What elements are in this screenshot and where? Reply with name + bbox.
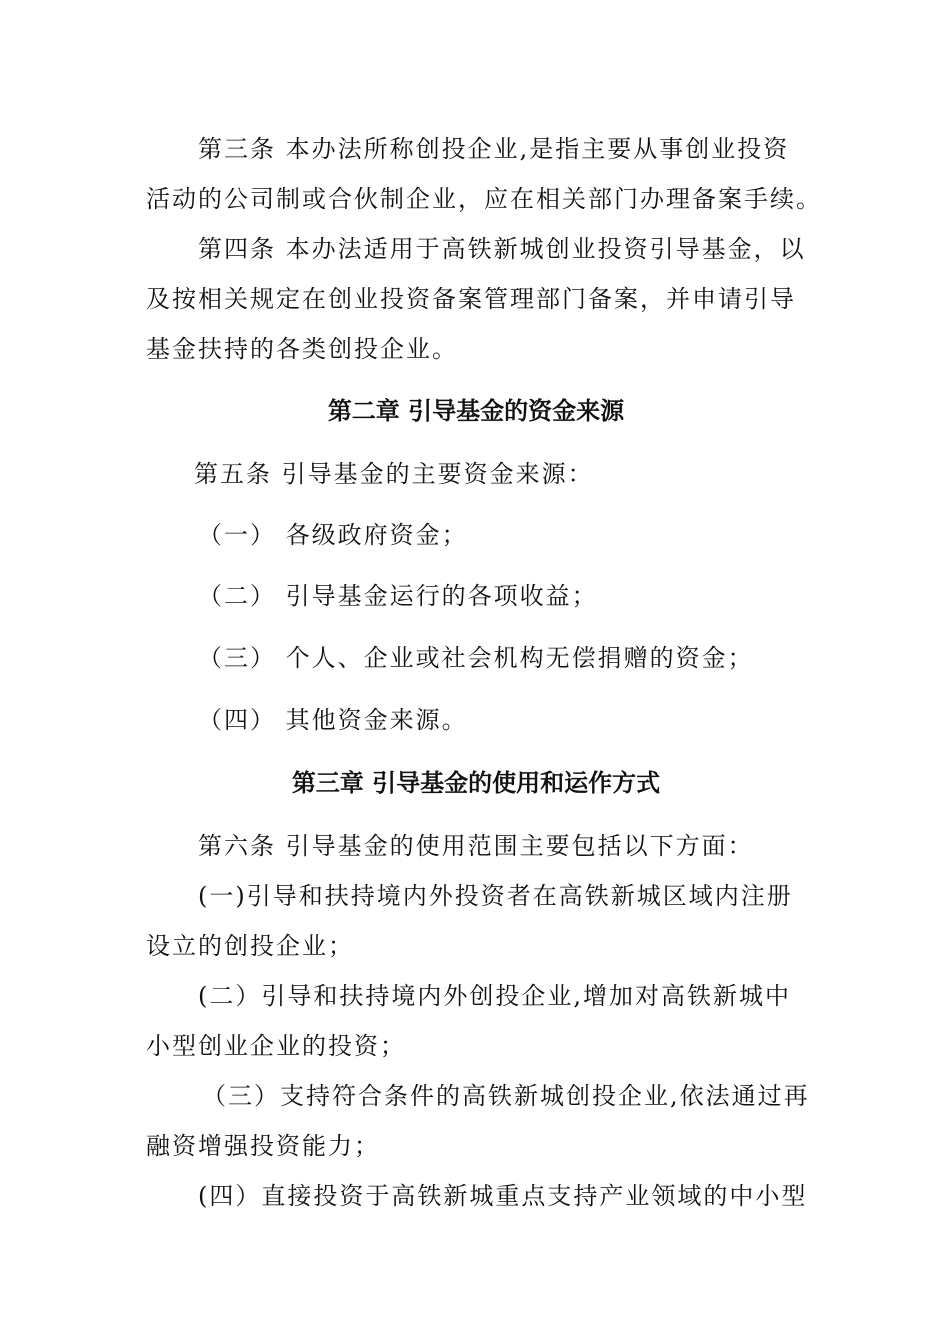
usage-item-1-line-2: 设立的创投企业；	[146, 932, 354, 960]
usage-item-3-line-1: （三）支持符合条件的高铁新城创投企业,依法通过再	[202, 1082, 810, 1110]
usage-item-2-line-1: (二）引导和扶持境内外创投企业,增加对高铁新城中	[198, 982, 791, 1010]
usage-item-2-line-2: 小型创业企业的投资；	[146, 1032, 406, 1060]
article-4-line-2: 及按相关规定在创业投资备案管理部门备案，并申请引导	[146, 285, 796, 313]
article-3-line-1: 第三条 本办法所称创投企业,是指主要从事创业投资	[198, 135, 790, 163]
article-6-line: 第六条 引导基金的使用范围主要包括以下方面：	[198, 832, 754, 860]
chapter-2-heading: 第二章 引导基金的资金来源	[327, 397, 625, 425]
article-4-line-1: 第四条 本办法适用于高铁新城创业投资引导基金，以	[198, 235, 806, 263]
usage-item-4-line-1: (四）直接投资于高铁新城重点支持产业领域的中小型	[198, 1182, 808, 1210]
article-5-line: 第五条 引导基金的主要资金来源：	[194, 460, 594, 488]
usage-item-1-line-1: (一)引导和扶持境内外投资者在高铁新城区域内注册	[198, 882, 793, 910]
article-4-line-3: 基金扶持的各类创投企业。	[146, 335, 458, 363]
list-item-4: （四） 其他资金来源。	[198, 706, 468, 734]
chapter-3-heading: 第三章 引导基金的使用和运作方式	[291, 769, 661, 797]
usage-item-3-line-2: 融资增强投资能力；	[146, 1132, 380, 1160]
list-item-2: （二） 引导基金运行的各项收益；	[198, 582, 598, 610]
list-item-1: （一） 各级政府资金；	[198, 521, 468, 549]
list-item-3: （三） 个人、企业或社会机构无偿捐赠的资金；	[198, 644, 754, 672]
article-3-line-2: 活动的公司制或合伙制企业，应在相关部门办理备案手续。	[146, 185, 822, 213]
